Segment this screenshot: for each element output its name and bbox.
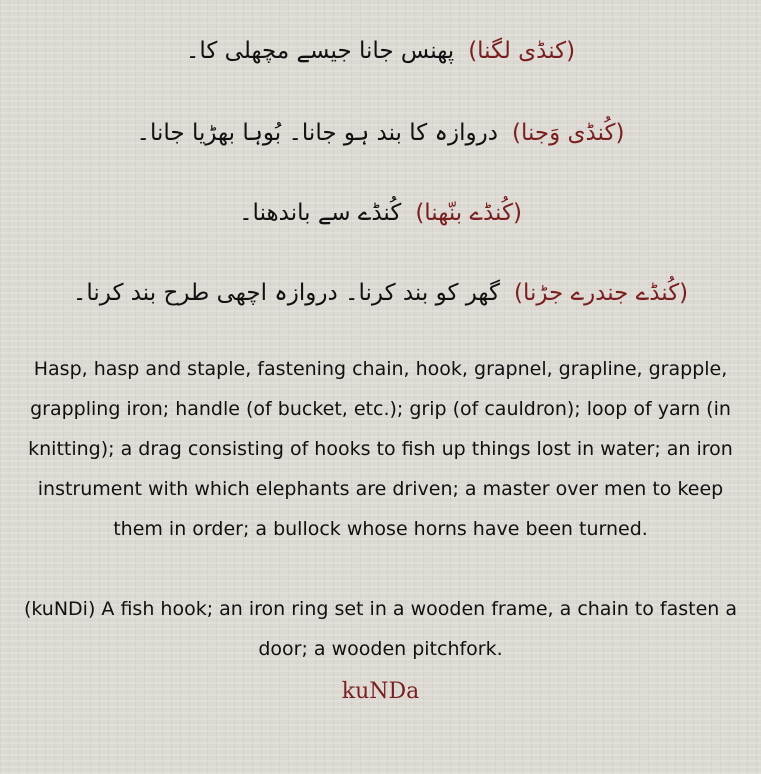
urdu-definition: گھر کو بند کرنا۔ دروازہ اچھی طرح بند کرنا۔ bbox=[72, 280, 500, 306]
urdu-definition: دروازہ کا بند ہو جانا۔ بُوہا بھڑیا جانا۔ bbox=[136, 120, 498, 146]
urdu-term: (کُنڈے بنّھنا) bbox=[415, 200, 522, 226]
urdu-definition: کُنڈے سے باندھنا۔ bbox=[239, 200, 402, 226]
urdu-entry bbox=[0, 196, 761, 230]
urdu-entry bbox=[0, 116, 761, 150]
urdu-entry bbox=[0, 34, 761, 68]
urdu-term: (کُنڈے جندرے جڑنا) bbox=[513, 280, 689, 306]
sub-definition: (kuNDi) A fish hook; an iron ring set in a wooden frame, a chain to fasten a door; a wooden pitchfork. bbox=[23, 598, 738, 660]
urdu-entry bbox=[0, 276, 761, 310]
romanized-title: kuNDa bbox=[341, 679, 420, 704]
urdu-definition: پھنس جانا جیسے مچھلی کا۔ bbox=[185, 38, 455, 64]
urdu-term: (کنڈی لگنا) bbox=[468, 38, 576, 64]
english-definition: Hasp, hasp and staple, fastening chain, hook, grapnel, grapline, grapple, grappling iron; handle (of bucket, etc.); grip (of cauldron); loop of yarn (in knitting); a drag consisting of hooks to fish up things lost in water; an iron instrument with which elephants are driven; a master over men to keep them in order; a bullock whose horns have been turned. bbox=[28, 358, 733, 540]
urdu-term: (کُنڈی وَجنا) bbox=[511, 120, 625, 146]
